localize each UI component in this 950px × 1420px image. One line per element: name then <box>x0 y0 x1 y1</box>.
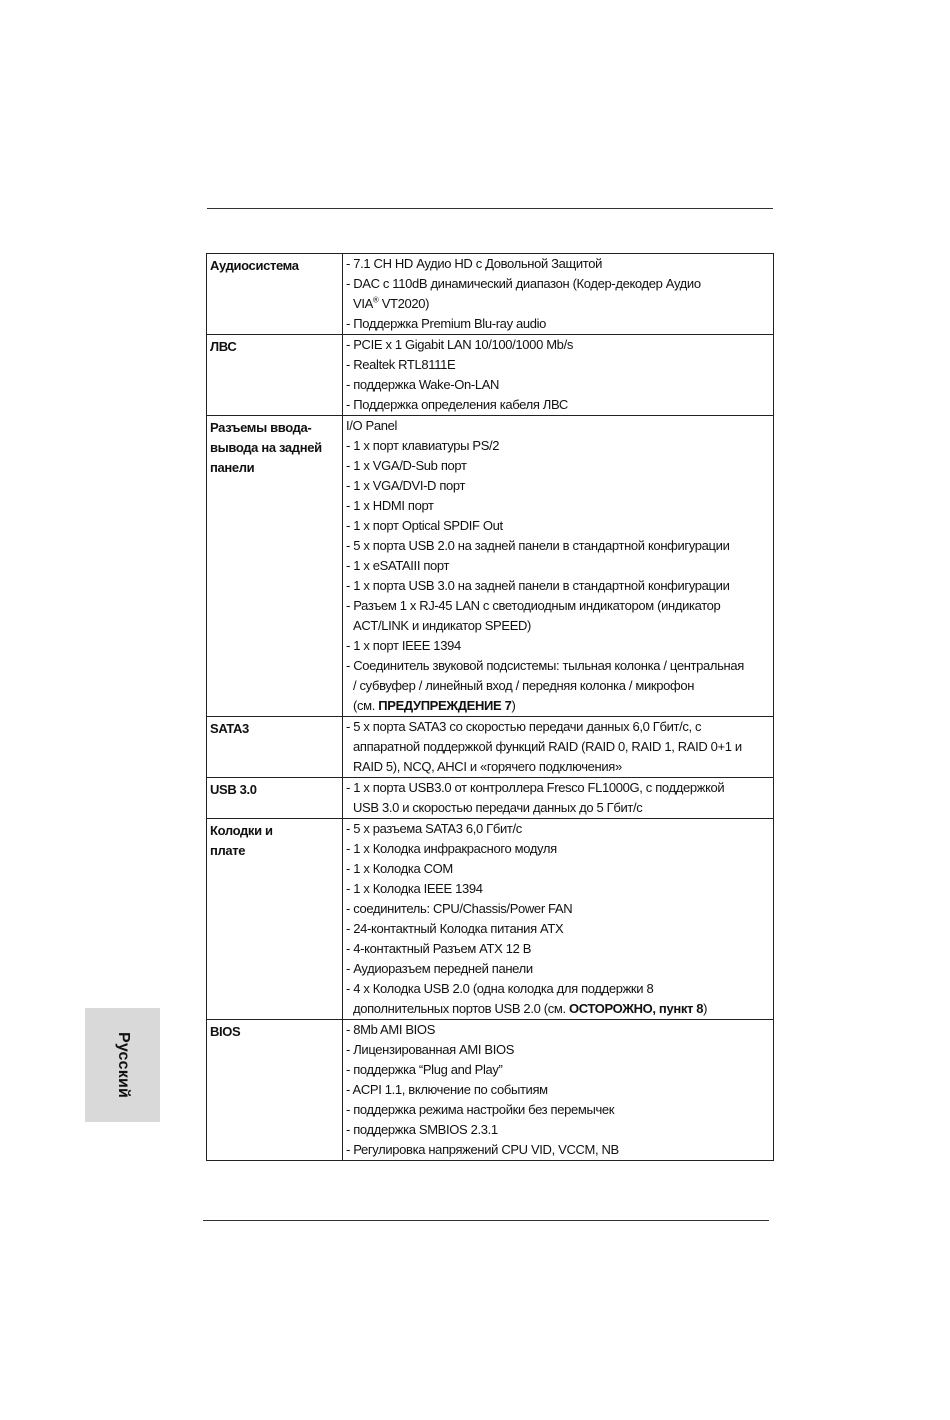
spec-label-line: USB 3.0 <box>210 782 257 797</box>
spec-value-line: - соединитель: CPU/Chassis/Power FAN <box>346 901 573 916</box>
spec-value-line: ACT/LINK и индикатор SPEED) <box>353 618 532 633</box>
spec-row <box>207 335 774 416</box>
spec-value-line <box>346 999 771 1019</box>
spec-value-line: - DAC с 110dB динамический диапазон (Кодер-декодер Аудио <box>346 276 701 291</box>
spec-table <box>206 253 774 1161</box>
spec-value-line: - 5 x порта USB 2.0 на задней панели в стандартной конфигурации <box>346 538 730 553</box>
spec-value-line: - 5 x порта SATA3 со скоростью передачи данных 6,0 Гбит/с, с <box>346 719 702 734</box>
spec-label-line: панели <box>210 460 255 475</box>
spec-row-label <box>207 416 343 717</box>
spec-row-values <box>343 778 774 819</box>
spec-value-fragment: (см. <box>353 698 379 713</box>
spec-value-fragment: VIA <box>353 296 373 311</box>
spec-value-line: - Поддержка Premium Blu-ray audio <box>346 316 547 331</box>
spec-value-line: - Соединитель звуковой подсистемы: тыльная колонка / центральная <box>346 658 744 673</box>
spec-value-fragment: ) <box>703 1001 708 1016</box>
spec-value-line: - Лицензированная AMI BIOS <box>346 1042 515 1057</box>
spec-value-line: - поддержка режима настройки без перемычек <box>346 1102 615 1117</box>
spec-value-line: - 1 x HDMI порт <box>346 498 434 513</box>
spec-value-line: I/O Panel <box>346 418 398 433</box>
spec-value-line: - Аудиоразъем передней панели <box>346 961 533 976</box>
spec-value-line: - 1 x Колодка COM <box>346 861 453 876</box>
spec-value-line: - 24-контактный Колодка питания ATX <box>346 921 564 936</box>
spec-label-line: вывода на задней <box>210 440 322 455</box>
spec-row <box>207 1020 774 1161</box>
spec-value-line: - 1 x порт IEEE 1394 <box>346 638 461 653</box>
spec-value-line: - 1 x VGA/DVI-D порт <box>346 478 466 493</box>
spec-value-line: - 1 x Колодка инфракрасного модуля <box>346 841 557 856</box>
spec-value-line: - 1 x Колодка IEEE 1394 <box>346 881 483 896</box>
bottom-rule <box>203 1220 769 1221</box>
language-side-tab <box>85 1008 160 1122</box>
spec-row-label <box>207 819 343 1020</box>
spec-row-label <box>207 1020 343 1161</box>
spec-value-emphasis: ПРЕДУПРЕЖДЕНИЕ 7 <box>378 698 512 713</box>
spec-row <box>207 778 774 819</box>
spec-row-values <box>343 254 774 335</box>
spec-value-line: - 1 x eSATAIII порт <box>346 558 450 573</box>
spec-label-line: Разъемы ввода- <box>210 420 312 435</box>
spec-value-line: - поддержка Wake-On-LAN <box>346 377 500 392</box>
spec-value-fragment: VT2020) <box>378 296 430 311</box>
spec-value-line: USB 3.0 и скоростью передачи данных до 5 Гбит/с <box>353 800 643 815</box>
spec-value-line: аппаратной поддержкой функций RAID (RAID 0, RAID 1, RAID 0+1 и <box>353 739 742 754</box>
spec-value-line: RAID 5), NCQ, AHCI и «горячего подключения» <box>353 759 622 774</box>
spec-row-values <box>343 1020 774 1161</box>
spec-table-body <box>207 254 774 1161</box>
spec-row <box>207 717 774 778</box>
spec-row-label <box>207 254 343 335</box>
spec-value-line: / субвуфер / линейный вход / передняя колонка / микрофон <box>353 678 695 693</box>
spec-label-line: SATA3 <box>210 721 249 736</box>
spec-row-values <box>343 335 774 416</box>
spec-row-values <box>343 819 774 1020</box>
spec-value-fragment: ® <box>372 295 379 305</box>
spec-label-line: Аудиосистема <box>210 258 299 273</box>
spec-value-line: - 4-контактный Разъем ATX 12 B <box>346 941 532 956</box>
spec-value-line <box>346 294 771 314</box>
spec-value-emphasis: ОСТОРОЖНО, пункт 8 <box>568 1001 704 1016</box>
spec-value-line <box>346 696 771 716</box>
top-rule <box>207 208 773 209</box>
spec-value-line: - ACPI 1.1, включение по событиям <box>346 1082 548 1097</box>
spec-value-line: - Разъем 1 x RJ-45 LAN с светодиодным индикатором (индикатор <box>346 598 721 613</box>
spec-value-line: - 1 x порт клавиатуры PS/2 <box>346 438 500 453</box>
spec-row-values <box>343 416 774 717</box>
spec-value-line: - 5 x разъема SATA3 6,0 Гбит/с <box>346 821 522 836</box>
spec-value-line: - 1 x порта USB3.0 от контроллера Fresco FL1000G, с поддержкой <box>346 780 725 795</box>
spec-value-line: - 1 x порт Optical SPDIF Out <box>346 518 503 533</box>
spec-row-values <box>343 717 774 778</box>
spec-row <box>207 416 774 717</box>
spec-row-label <box>207 717 343 778</box>
spec-value-line: - 7.1 CH HD Аудио HD с Довольной Защитой <box>346 256 603 271</box>
spec-row-label <box>207 335 343 416</box>
spec-row <box>207 819 774 1020</box>
spec-value-line: - 1 x VGA/D-Sub порт <box>346 458 467 473</box>
spec-label-line: плате <box>210 843 246 858</box>
spec-row-label <box>207 778 343 819</box>
spec-value-fragment: дополнительных портов USB 2.0 (см. <box>353 1001 569 1016</box>
spec-value-fragment: ) <box>511 698 516 713</box>
spec-label-line: Колодки и <box>210 823 273 838</box>
spec-value-line: - 4 x Колодка USB 2.0 (одна колодка для поддержки 8 <box>346 981 654 996</box>
spec-value-line: - PCIE x 1 Gigabit LAN 10/100/1000 Mb/s <box>346 337 573 352</box>
spec-label-line: BIOS <box>210 1024 241 1039</box>
language-tab-label: Русский <box>114 1031 132 1099</box>
spec-value-line: - поддержка SMBIOS 2.3.1 <box>346 1122 498 1137</box>
spec-value-line: - поддержка “Plug and Play” <box>346 1062 503 1077</box>
spec-value-line: - 8Mb AMI BIOS <box>346 1022 436 1037</box>
spec-row <box>207 254 774 335</box>
spec-value-line: - Realtek RTL8111E <box>346 357 456 372</box>
spec-label-line: ЛВС <box>210 339 237 354</box>
spec-value-line: - Поддержка определения кабеля ЛВС <box>346 397 568 412</box>
spec-value-line: - 1 x порта USB 3.0 на задней панели в стандартной конфигурации <box>346 578 730 593</box>
spec-value-line: - Регулировка напряжений CPU VID, VCCM, NB <box>346 1142 619 1157</box>
